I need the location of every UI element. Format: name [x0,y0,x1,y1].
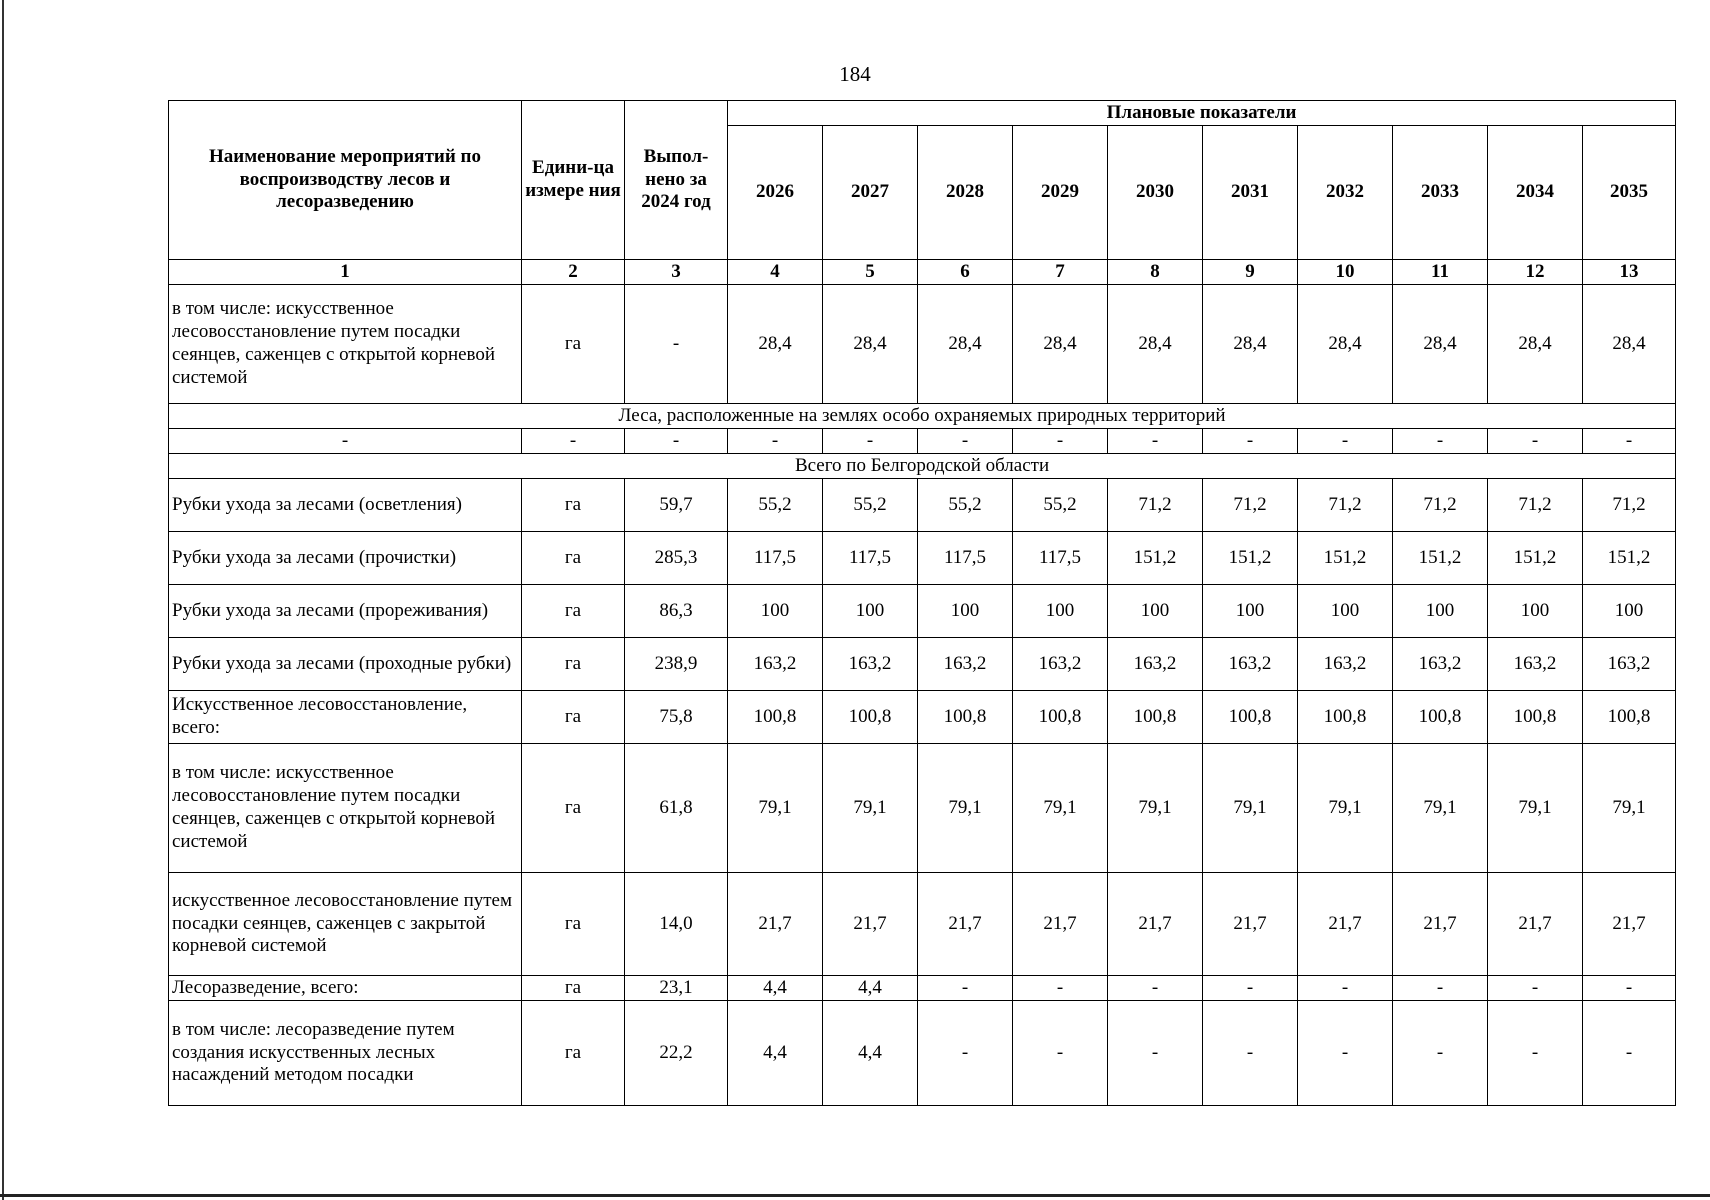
row-value: 28,4 [1583,285,1676,404]
row-value: 100 [1488,585,1583,638]
row-value: - [1108,1001,1203,1106]
row-value: 55,2 [918,479,1013,532]
column-number: 12 [1488,260,1583,285]
table-row [169,638,1676,691]
column-number: 1 [169,260,522,285]
row-value: 71,2 [1108,479,1203,532]
row-value: 100 [823,585,918,638]
header-year: 2031 [1203,126,1298,260]
row-value: - [1298,1001,1393,1106]
row-value: 100,8 [1583,691,1676,744]
row-value: 79,1 [1488,744,1583,873]
row-done: 61,8 [625,744,728,873]
row-value: 79,1 [918,744,1013,873]
row-value: 4,4 [823,1001,918,1106]
table-row [169,976,1676,1001]
row-name: Рубки ухода за лесами (проходные рубки) [169,638,522,691]
row-value: 79,1 [1583,744,1676,873]
row-value: 21,7 [1013,873,1108,976]
row-value: - [169,429,522,454]
row-value: 117,5 [918,532,1013,585]
header-year: 2026 [728,126,823,260]
row-value: 28,4 [1108,285,1203,404]
scan-edge-line [2,0,4,1200]
row-value: 21,7 [728,873,823,976]
plan-table [168,100,1676,1106]
row-value: 79,1 [728,744,823,873]
row-value: 55,2 [728,479,823,532]
row-value: 117,5 [823,532,918,585]
header-year: 2029 [1013,126,1108,260]
row-value: 163,2 [1108,638,1203,691]
row-value: - [918,429,1013,454]
section-title: Всего по Белгородской области [169,454,1676,479]
row-value: 151,2 [1393,532,1488,585]
header-year: 2034 [1488,126,1583,260]
row-value: 151,2 [1488,532,1583,585]
table-row [169,532,1676,585]
row-value: 163,2 [1393,638,1488,691]
row-value: 4,4 [728,976,823,1001]
row-value: 100,8 [1393,691,1488,744]
row-value: 100,8 [1108,691,1203,744]
column-number: 9 [1203,260,1298,285]
header-done: Выпол-нено за 2024 год [625,101,728,260]
row-value: 163,2 [1583,638,1676,691]
row-value: 163,2 [1488,638,1583,691]
row-value: - [728,429,823,454]
row-value: 117,5 [1013,532,1108,585]
table-row [169,873,1676,976]
row-value: 28,4 [823,285,918,404]
header-name: Наименование мероприятий по воспроизводству лесов и лесоразведению [169,101,522,260]
column-number-row [169,260,1676,285]
table-row [169,691,1676,744]
row-value: 4,4 [823,976,918,1001]
row-unit: га [522,976,625,1001]
row-value: - [1013,429,1108,454]
row-value: 21,7 [1488,873,1583,976]
row-value: 100 [1203,585,1298,638]
row-value: - [1298,429,1393,454]
row-value: - [918,976,1013,1001]
row-value: 79,1 [1393,744,1488,873]
row-value: - [823,429,918,454]
column-number: 7 [1013,260,1108,285]
row-value: - [1108,429,1203,454]
column-number: 6 [918,260,1013,285]
header-unit: Едини-ца измере ния [522,101,625,260]
row-value: 100,8 [1013,691,1108,744]
header-year: 2032 [1298,126,1393,260]
row-value: - [1393,1001,1488,1106]
row-value: 100 [728,585,823,638]
row-value: 79,1 [1108,744,1203,873]
row-value: - [522,429,625,454]
row-unit: га [522,638,625,691]
row-unit: га [522,532,625,585]
row-value: 163,2 [1298,638,1393,691]
row-done: 238,9 [625,638,728,691]
row-value: 100 [1298,585,1393,638]
row-value: 21,7 [1203,873,1298,976]
row-name: в том числе: лесоразведение путем создания искусственных лесных насаждений методом посадки [169,1001,522,1106]
row-value: 21,7 [1298,873,1393,976]
row-value: - [1393,976,1488,1001]
row-unit: га [522,873,625,976]
row-name: Рубки ухода за лесами (осветления) [169,479,522,532]
table-row [169,585,1676,638]
row-value: 100 [1583,585,1676,638]
row-value: 21,7 [918,873,1013,976]
row-unit: га [522,479,625,532]
row-value: 117,5 [728,532,823,585]
row-value: 163,2 [1013,638,1108,691]
row-value: 163,2 [1203,638,1298,691]
row-name: Лесоразведение, всего: [169,976,522,1001]
header-year: 2035 [1583,126,1676,260]
column-number: 8 [1108,260,1203,285]
row-value: - [1393,429,1488,454]
row-value: 100,8 [823,691,918,744]
row-value: 163,2 [823,638,918,691]
column-number: 10 [1298,260,1393,285]
row-value: 28,4 [1203,285,1298,404]
row-value: - [1488,1001,1583,1106]
row-value: - [1583,1001,1676,1106]
row-value: 71,2 [1203,479,1298,532]
row-value: 28,4 [1393,285,1488,404]
row-done: 86,3 [625,585,728,638]
row-value: 28,4 [918,285,1013,404]
row-value: 21,7 [1108,873,1203,976]
row-value: - [1013,1001,1108,1106]
row-value: 79,1 [1203,744,1298,873]
row-value: - [1488,429,1583,454]
row-value: 100,8 [918,691,1013,744]
row-value: 28,4 [1013,285,1108,404]
row-value: - [1583,429,1676,454]
row-name: Рубки ухода за лесами (прореживания) [169,585,522,638]
row-value: 21,7 [823,873,918,976]
row-value: 79,1 [1298,744,1393,873]
row-value: 163,2 [728,638,823,691]
row-done: 14,0 [625,873,728,976]
row-value: 100,8 [1488,691,1583,744]
scan-bottom-line [0,1194,1710,1197]
row-value: 55,2 [1013,479,1108,532]
row-value: 100,8 [1298,691,1393,744]
column-number: 3 [625,260,728,285]
column-number: 4 [728,260,823,285]
row-unit: га [522,1001,625,1106]
row-done: 75,8 [625,691,728,744]
row-value: - [1298,976,1393,1001]
header-year: 2030 [1108,126,1203,260]
row-unit: га [522,691,625,744]
table-row [169,479,1676,532]
row-value: - [1108,976,1203,1001]
row-value: 21,7 [1393,873,1488,976]
row-value: - [918,1001,1013,1106]
row-value: - [625,429,728,454]
header-year: 2028 [918,126,1013,260]
row-value: - [1583,976,1676,1001]
row-value: 100 [1393,585,1488,638]
column-number: 13 [1583,260,1676,285]
row-value: 100 [918,585,1013,638]
row-value: - [1203,429,1298,454]
header-row-1 [169,101,1676,126]
table-row [169,285,1676,404]
row-value: - [1488,976,1583,1001]
row-value: 151,2 [1583,532,1676,585]
row-name: искусственное лесовосстановление путем посадки сеянцев, саженцев с закрытой корневой системой [169,873,522,976]
section-title: Леса, расположенные на землях особо охраняемых природных территорий [169,404,1676,429]
column-number: 11 [1393,260,1488,285]
page-number: 184 [839,62,871,86]
row-value: 100 [1108,585,1203,638]
row-value: 151,2 [1298,532,1393,585]
row-value: 163,2 [918,638,1013,691]
table-body [169,285,1676,1106]
row-done: 22,2 [625,1001,728,1106]
row-value: 55,2 [823,479,918,532]
row-value: 28,4 [1488,285,1583,404]
row-value: 151,2 [1108,532,1203,585]
row-value: 4,4 [728,1001,823,1106]
row-value: 21,7 [1583,873,1676,976]
row-value: - [1203,1001,1298,1106]
row-done: 59,7 [625,479,728,532]
row-name: Рубки ухода за лесами (прочистки) [169,532,522,585]
row-value: 28,4 [1298,285,1393,404]
row-value: 79,1 [1013,744,1108,873]
row-value: 100,8 [1203,691,1298,744]
row-unit: га [522,744,625,873]
column-number: 5 [823,260,918,285]
table-row [169,1001,1676,1106]
column-number: 2 [522,260,625,285]
row-unit: га [522,585,625,638]
row-value: 71,2 [1583,479,1676,532]
row-value: - [1203,976,1298,1001]
table-row [169,744,1676,873]
header-year: 2033 [1393,126,1488,260]
row-value: - [1013,976,1108,1001]
row-value: 28,4 [728,285,823,404]
row-done: 285,3 [625,532,728,585]
row-unit: га [522,285,625,404]
row-value: 151,2 [1203,532,1298,585]
row-value: 71,2 [1488,479,1583,532]
row-name: в том числе: искусственное лесовосстановление путем посадки сеянцев, саженцев с открытой корневой системой [169,744,522,873]
row-done: - [625,285,728,404]
row-name: Искусственное лесовосстановление, всего: [169,691,522,744]
row-value: 100,8 [728,691,823,744]
row-value: 71,2 [1393,479,1488,532]
section-row [169,404,1676,429]
section-row [169,454,1676,479]
row-value: 71,2 [1298,479,1393,532]
row-value: 100 [1013,585,1108,638]
row-done: 23,1 [625,976,728,1001]
row-value: 79,1 [823,744,918,873]
header-year: 2027 [823,126,918,260]
header-plan-title: Плановые показатели [728,101,1676,126]
table-row [169,429,1676,454]
row-name: в том числе: искусственное лесовосстановление путем посадки сеянцев, саженцев с открытой корневой системой [169,285,522,404]
